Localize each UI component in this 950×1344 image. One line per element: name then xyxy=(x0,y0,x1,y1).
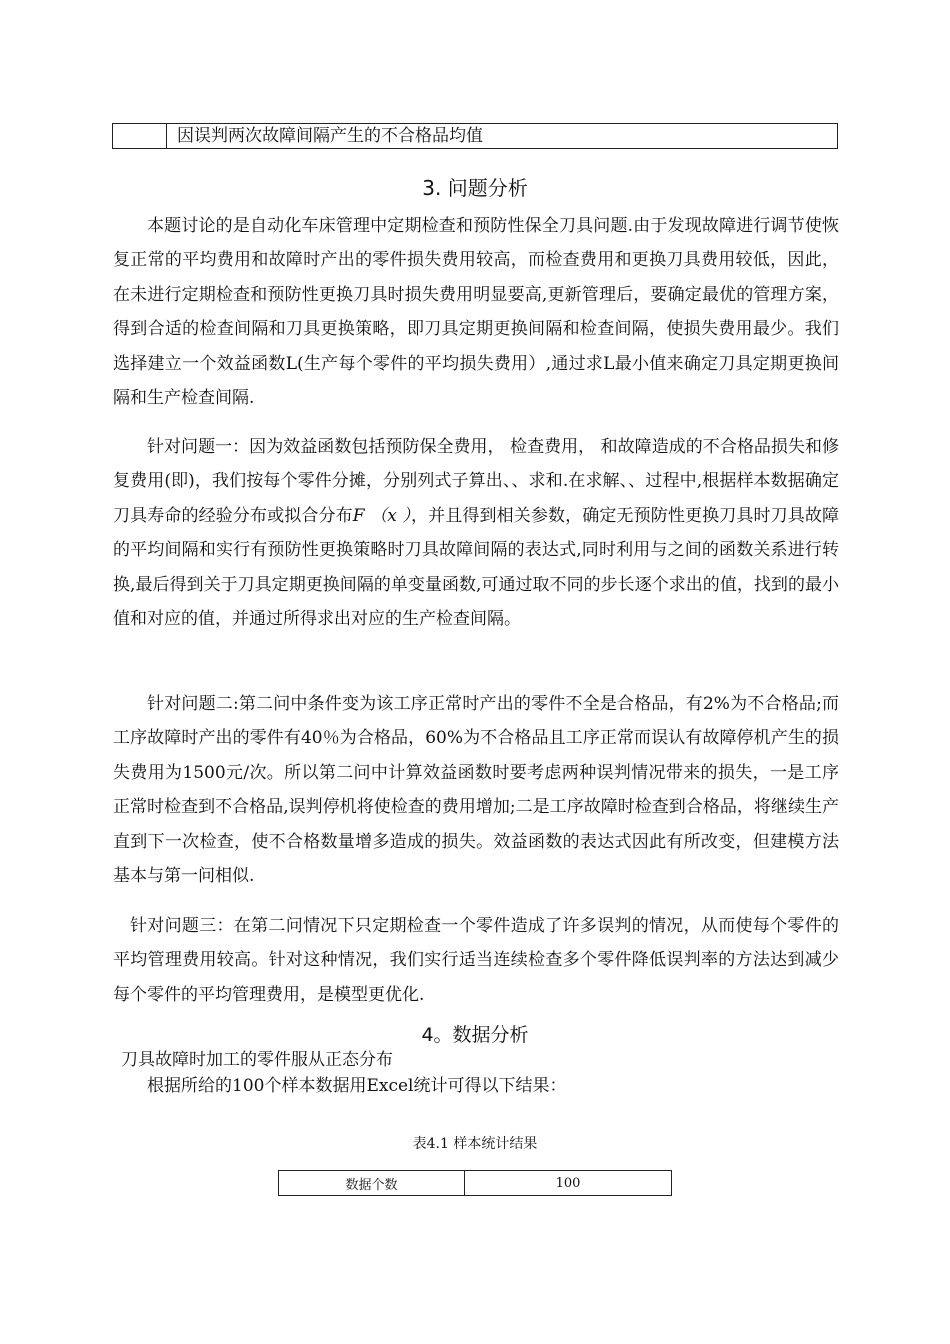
p2-text-after: ，并且得到相关参数，确定无预防性更换刀具时刀具故障的平均间隔和实行有预防性更换策略时刀具故障间隔的表达式,同时利用与之间的函数关系进行转换,最后得到关于刀具定期更换间隔的单变量函数,可通过取不同的步长逐个求出的值，找到的最小值和对应的值，并通过所得求出对应的生产检查间隔。 xyxy=(113,505,839,630)
table-caption: 表4.1 样本统计结果 xyxy=(412,1136,538,1152)
stats-value-cell: 100 xyxy=(555,1175,581,1191)
paragraph-overview: 本题讨论的是自动化车床管理中定期检查和预防性保全刀具问题.由于发现故障进行调节使恢复正常的平均费用和故障时产出的零件损失费用较高，而检查费用和更换刀具费用较低，因此，在未进行定期检查和预防性更换刀具时损失费用明显要高,更新管理后，要确定最优的管理方案，得到合适的检查间隔和刀具更换策略，即刀具定期更换间隔和检查间隔，使损失费用最少。我们选择建立一个效益函数L(生产每个零件的平均损失费用）,通过求L最小值来确定刀具定期更换间隔和生产检查间隔. xyxy=(113,216,839,409)
paragraph-problem-3: 针对问题三：在第二问情况下只定期检查一个零件造成了许多误判的情况，从而使每个零件的平均管理费用较高。针对这种情况，我们实行适当连续检查多个零件降低误判率的方法达到减少每个零件的平均管理费用，是模型更优化. xyxy=(113,916,839,1005)
fx-formula: F （x ） xyxy=(352,505,411,526)
paragraph-data-intro: 根据所给的100个样本数据用Excel统计可得以下结果： xyxy=(147,1076,567,1096)
section-3-heading: 3. 问题分析 xyxy=(422,176,528,200)
paragraph-problem-1 xyxy=(113,430,839,636)
paragraph-problem-2: 针对问题二:第二问中条件变为该工序正常时产出的零件不全是合格品，有2%为不合格品;而工序故障时产出的零件有40％为合格品，60%为不合格品且工序正常而误认有故障停机产生的损失费用为1500元/次。所以第二问中计算效益函数时要考虑两种误判情况带来的损失，一是工序正常时检查到不合格品,误判停机将使检查的费用增加;二是工序故障时检查到合格品，将继续生产直到下一次检查，使不合格数量增多造成的损失。效益函数的表达式因此有所改变，但建模方法基本与第一问相似. xyxy=(113,694,839,887)
table-cell-empty xyxy=(113,124,167,148)
p2-text-before: 针对问题一：因为效益函数包括预防保全费用， 检查费用， 和故障造成的不合格品损失和修复费用(即)，我们按每个零件分摊，分别列式子算出、、求和.在求解、、过程中,根据样本数据确定刀具寿命的经验分布或拟合分布 xyxy=(113,437,839,526)
stats-table-row xyxy=(278,1170,672,1196)
stats-key-cell: 数据个数 xyxy=(279,1171,465,1195)
prev-table-fragment xyxy=(112,123,838,149)
section-4-heading: 4。数据分析 xyxy=(421,1024,529,1046)
table-cell-text: 因误判两次故障间隔产生的不合格品均值 xyxy=(177,126,483,146)
section-4-subheading: 刀具故障时加工的零件服从正态分布 xyxy=(121,1050,393,1070)
